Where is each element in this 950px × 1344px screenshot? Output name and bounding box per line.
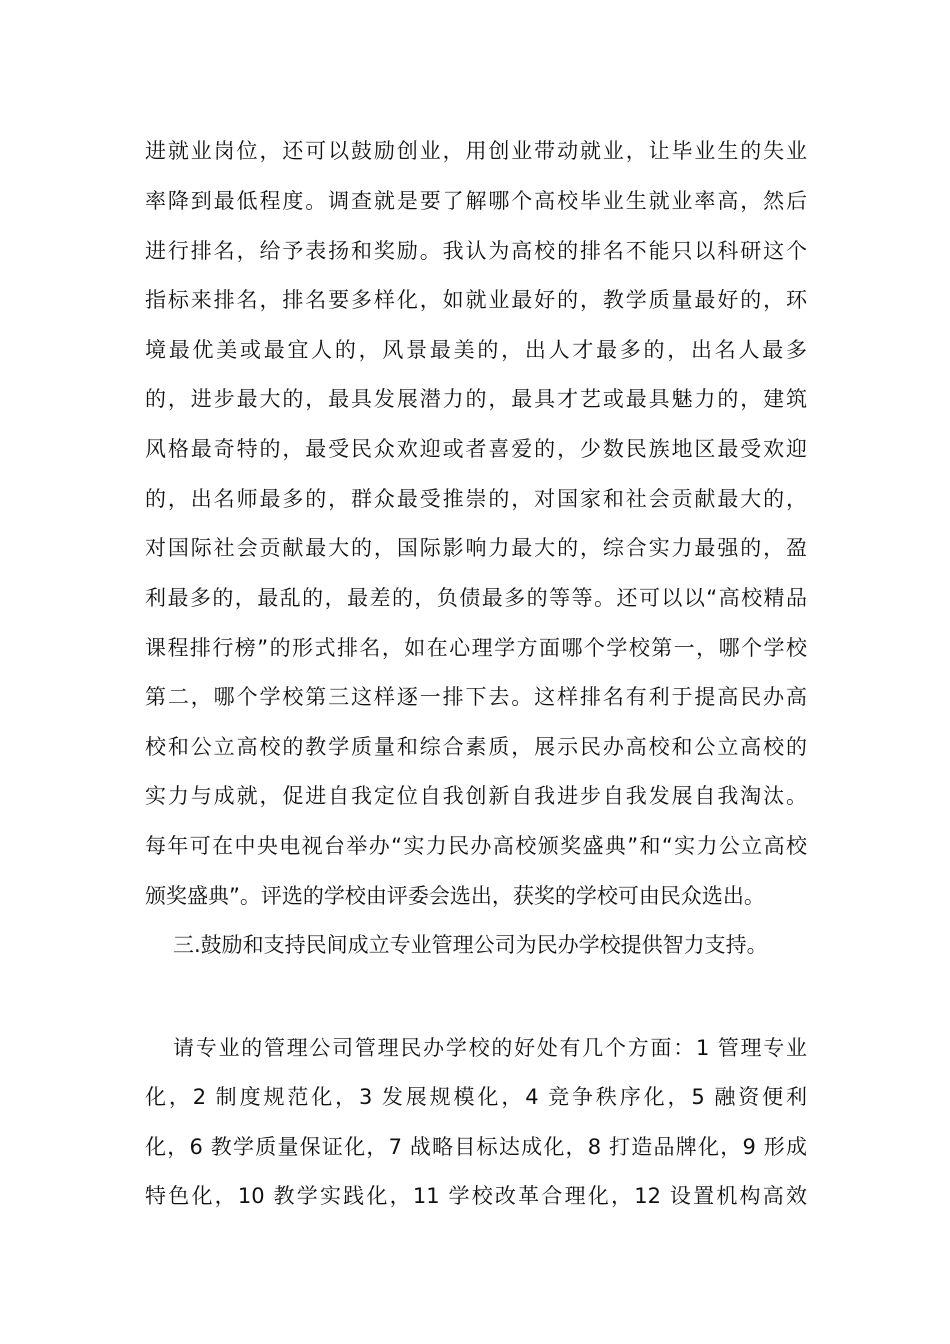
- paragraph-2-line-3: 化，6 教学质量保证化，7 战略目标达成化，8 打造品牌化，9 形成: [145, 1135, 807, 1159]
- paragraph-1-line-12: 第二，哪个学校第三这样逐一排下去。这样排名有利于提高民办高: [145, 685, 807, 709]
- paragraph-2-line-2: 化，2 制度规范化，3 发展规模化，4 竞争秩序化，5 融资便利: [145, 1085, 807, 1109]
- paragraph-1-line-6: 的，进步最大的，最具发展潜力的，最具才艺或最具魅力的，建筑: [145, 387, 807, 411]
- paragraph-1-line-2: 率降到最低程度。调查就是要了解哪个高校毕业生就业率高，然后: [145, 189, 807, 213]
- paragraph-1-line-13: 校和公立高校的教学质量和综合素质，展示民办高校和公立高校的: [145, 735, 807, 759]
- paragraph-1-line-7: 风格最奇特的，最受民众欢迎或者喜爱的，少数民族地区最受欢迎: [145, 437, 807, 461]
- paragraph-1-line-10: 利最多的，最乱的，最差的，负债最多的等等。还可以以“高校精品: [145, 586, 807, 610]
- paragraph-1-line-15: 每年可在中央电视台举办“实力民办高校颁奖盛典”和“实力公立高校: [145, 834, 807, 858]
- section-heading-3: 三.鼓励和支持民间成立专业管理公司为民办学校提供智力支持。: [173, 933, 768, 957]
- paragraph-1-line-9: 对国际社会贡献最大的，国际影响力最大的，综合实力最强的，盈: [145, 536, 807, 560]
- paragraph-1-line-14: 实力与成就，促进自我定位自我创新自我进步自我发展自我淘汰。: [145, 784, 807, 808]
- paragraph-2-line-4: 特色化，10 教学实践化，11 学校改革合理化，12 设置机构高效: [145, 1184, 807, 1208]
- paragraph-1-line-3: 进行排名，给予表扬和奖励。我认为高校的排名不能只以科研这个: [145, 239, 807, 263]
- paragraph-1-line-1: 进就业岗位，还可以鼓励创业，用创业带动就业，让毕业生的失业: [145, 139, 807, 163]
- paragraph-1-line-4: 指标来排名，排名要多样化，如就业最好的，教学质量最好的，环: [145, 288, 807, 312]
- paragraph-1-line-11: 课程排行榜”的形式排名，如在心理学方面哪个学校第一，哪个学校: [145, 636, 807, 660]
- paragraph-1-line-8: 的，出名师最多的，群众最受推崇的，对国家和社会贡献最大的，: [145, 487, 807, 511]
- paragraph-1-line-5: 境最优美或最宜人的，风景最美的，出人才最多的，出名人最多: [145, 338, 807, 362]
- paragraph-1-line-16: 颁奖盛典”。评选的学校由评委会选出，获奖的学校可由民众选出。: [145, 884, 765, 908]
- paragraph-2-line-1: 请专业的管理公司管理民办学校的好处有几个方面：1 管理专业: [173, 1036, 807, 1060]
